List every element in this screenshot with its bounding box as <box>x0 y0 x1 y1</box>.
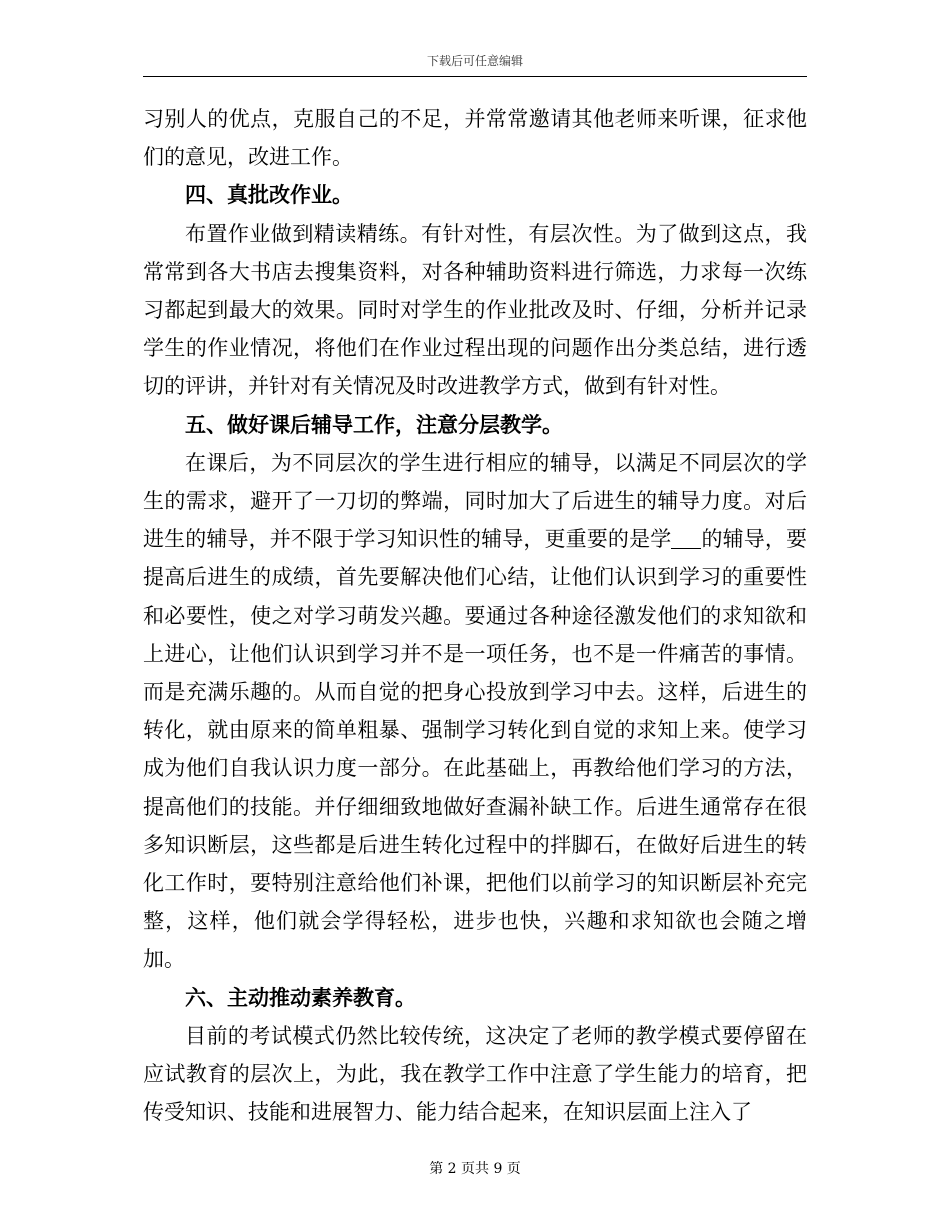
section-heading-5: 五、做好课后辅导工作，注意分层教学。 <box>185 411 563 437</box>
paragraph-continuation: 习别人的优点，克服自己的不足，并常常邀请其他老师来听课，征求他们的意见，改进工作。 <box>143 107 807 170</box>
paragraph-tutoring <box>143 444 807 979</box>
paragraph-tutoring-part2: 的辅导，要提高后进生的成绩，首先要解决他们心结，让他们认识到学习的重要性和必要性，使之对学习萌发兴趣。要通过各种途径激发他们的求知欲和上进心，让他们认识到学习并不是一项任务，也不是一件痛苦的事情。而是充满乐趣的。从而自觉的把身心投放到学习中去。这样，后进生的转化，就由原来的简单粗暴、强制学习转化到自觉的求知上来。使学习成为他们自我认识力度一部分。在此基础上，再教给他们学习的方法，提高他们的技能。并仔细细致地做好查漏补缺工作。后进生通常存在很多知识断层，这些都是后进生转化过程中的拌脚石，在做好后进生的转化工作时，要特别注意给他们补课，把他们以前学习的知识断层补充完整，这样，他们就会学得轻松，进步也快，兴趣和求知欲也会随之增加。 <box>143 527 808 972</box>
document-body <box>143 100 807 1131</box>
paragraph-homework: 布置作业做到精读精练。有针对性，有层次性。为了做到这点，我常常到各大书店去搜集资料，对各种辅助资料进行筛选，力求每一次练习都起到最大的效果。同时对学生的作业批改及时、仔细，分析并记录学生的作业情况，将他们在作业过程出现的问题作出分类总结，进行透切的评讲，并针对有关情况及时改进教学方式，做到有针对性。 <box>143 221 807 399</box>
section-heading-6: 六、主动推动素养教育。 <box>185 984 416 1010</box>
section-heading-4: 四、真批改作业。 <box>185 182 353 208</box>
paragraph-tutoring-part1: 在课后，为不同层次的学生进行相应的辅导，以满足不同层次的学生的需求，避开了一刀切的弊端，同时加大了后进生的辅导力度。对后进生的辅导，并不限于学习知识性的辅导，更重要的是学 <box>143 450 807 552</box>
fill-in-blank <box>671 527 701 549</box>
paragraph-quality-education: 目前的考试模式仍然比较传统，这决定了老师的教学模式要停留在应试教育的层次上，为此，我在教学工作中注意了学生能力的培育，把传受知识、技能和进展智力、能力结合起来，在知识层面上注入了 <box>143 1023 807 1125</box>
header-divider <box>143 76 807 77</box>
page-number: 第 2 页共 9 页 <box>429 1161 521 1177</box>
page-header: 下载后可任意编辑 <box>426 54 523 68</box>
